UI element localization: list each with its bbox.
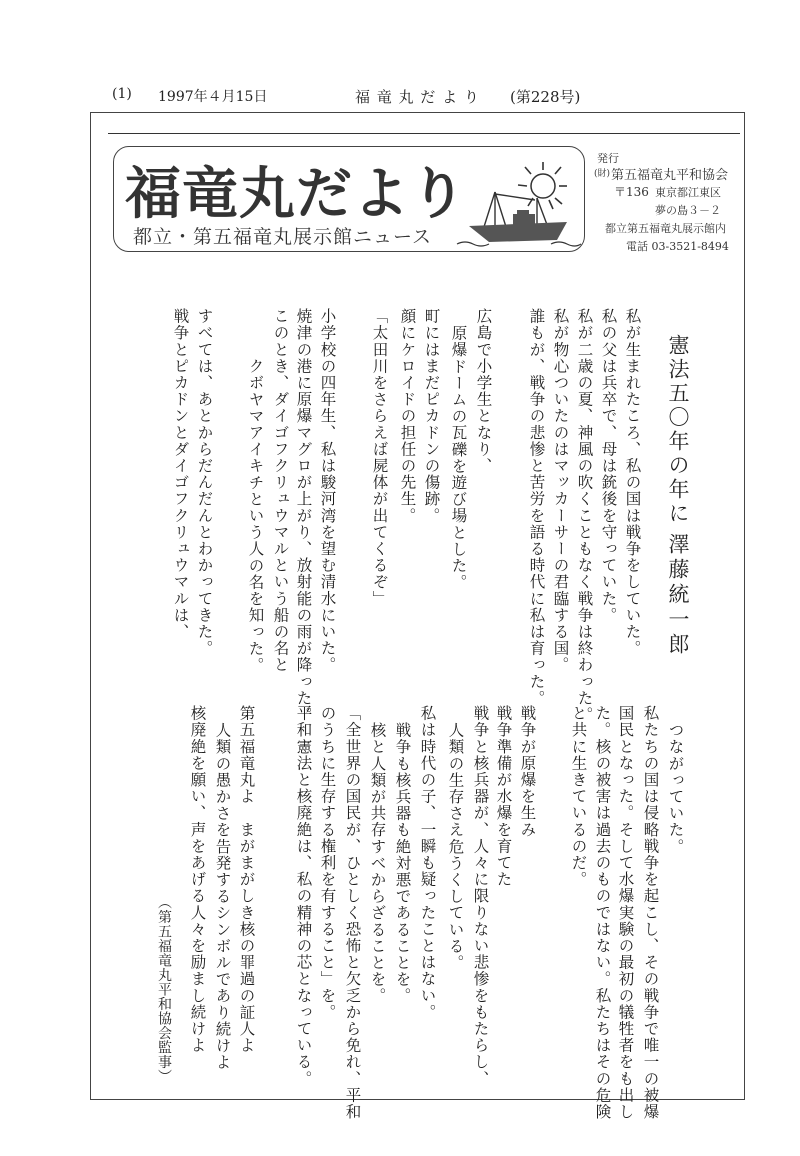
- poem-line: 戦争とピカドンとダイゴフクリュウマルは、: [171, 308, 190, 640]
- poem-line: 第五福竜丸よ まがまがしき核の罪過の証人よ: [237, 705, 256, 1054]
- publisher-phone: 電話 03-3521-8494: [626, 240, 729, 253]
- top-rule-divider: [108, 133, 740, 134]
- poem-line: 平和憲法と核廃絶は、私の精神の芯となっている。: [294, 705, 313, 1087]
- poem-line: このとき、ダイゴフクリュウマルという船の名と: [271, 308, 290, 674]
- publisher-address-2: 夢の島３－２: [655, 204, 721, 217]
- publisher-label: 発行: [597, 152, 619, 165]
- poem-line: すべては、あとからだんだんとわかってきた。: [195, 308, 214, 657]
- poem-line: 私の父は兵卒で、母は銃後を守っていた。: [599, 308, 618, 624]
- poem-line: た。核の被害は過去のものではない。私たちはその危険: [593, 705, 612, 1120]
- poem-line: 核と人類が共存すべからざることを。: [368, 721, 387, 1004]
- page-number: (1): [112, 86, 132, 102]
- poem-line: つながっていた。: [666, 721, 685, 855]
- publisher-org-prefix: (財): [594, 169, 611, 179]
- poem-line: 人類の愚かさを告発するシンボルであり続けよ: [213, 721, 232, 1071]
- publisher-org-name: 第五福竜丸平和協会: [611, 168, 729, 183]
- poem-line: 戦争も核兵器も絶対悪であることを。: [393, 721, 412, 1004]
- poem-line: 核廃絶を願い、声をあげる人々を励まし続けよ: [188, 705, 207, 1054]
- publisher-address-1: 東京都江東区: [655, 186, 721, 199]
- article-author: 澤藤統一郎: [666, 533, 690, 658]
- poem-line: 原爆ドームの瓦礫を遊び場とした。: [449, 324, 468, 591]
- poem-line: 戦争準備が水爆を育てた: [494, 705, 513, 888]
- poem-line: 「太田川をさらえば屍体が出てくるぞ」: [370, 308, 389, 607]
- running-title: 福 竜 丸 だ よ り: [355, 88, 480, 106]
- poem-line: 戦争が原爆を生み: [518, 705, 537, 838]
- poem-line: 顔にケロイドの担任の先生。: [398, 308, 417, 524]
- poem-line: 私が物心ついたのはマッカーサーの君臨する国。: [551, 308, 570, 674]
- publisher-postal: 〒136: [614, 185, 649, 199]
- article-title: 憲法五〇年の年に: [666, 334, 690, 526]
- poem-line: 「全世界の国民が、ひとしく恐怖と欠乏から免れ、平和: [343, 705, 362, 1120]
- poem-line: 私は時代の子、一瞬も疑ったことはない。: [418, 705, 437, 1021]
- publisher-address-3: 都立第五福竜丸展示館内: [605, 222, 726, 235]
- poem-line: 私が二歳の夏、神風の吹くこともなく戦争は終わった。: [575, 308, 594, 723]
- masthead-subtitle: 都立・第五福竜丸展示館ニュース: [133, 226, 433, 248]
- poem-line: 私たちの国は侵略戦争を起こし、その戦争で唯一の被爆: [641, 705, 660, 1120]
- poem-line: クボヤマアイキチという人の名を知った。: [246, 357, 265, 674]
- poem-line: 国民となった。そして水爆実験の最初の犠牲者をも出し: [616, 705, 635, 1120]
- poem-line: 私が生まれたころ、私の国は戦争をしていた。: [623, 308, 642, 657]
- poem-line: 広島で小学生となり、: [474, 308, 493, 474]
- masthead-title: 福竜丸だより: [125, 161, 467, 227]
- issue-number: (第228号): [510, 88, 581, 106]
- poem-line: 誰もが、戦争の悲惨と苦労を語る時代に私は育った。: [527, 308, 546, 707]
- author-affiliation-note: （第五福竜丸平和協会監事）: [156, 895, 172, 1084]
- poem-line: と共に生きているのだ。: [569, 705, 588, 888]
- issue-date: 1997年４月15日: [158, 89, 268, 105]
- poem-line: 焼津の港に原爆マグロが上がり、放射能の雨が降った。: [294, 308, 313, 723]
- ship-with-sun-icon: [455, 160, 585, 248]
- poem-line: 町にはまだピカドンの傷跡。: [422, 308, 441, 524]
- poem-line: 人類の生存さえ危うくしている。: [446, 721, 465, 971]
- poem-line: 小学校の四年生、私は駿河湾を望む清水にいた。: [318, 308, 337, 674]
- poem-line: 戦争と核兵器が、人々に限りない悲惨をもたらし、: [471, 705, 490, 1087]
- poem-line: のうちに生存する権利を有すること」を。: [318, 705, 337, 1021]
